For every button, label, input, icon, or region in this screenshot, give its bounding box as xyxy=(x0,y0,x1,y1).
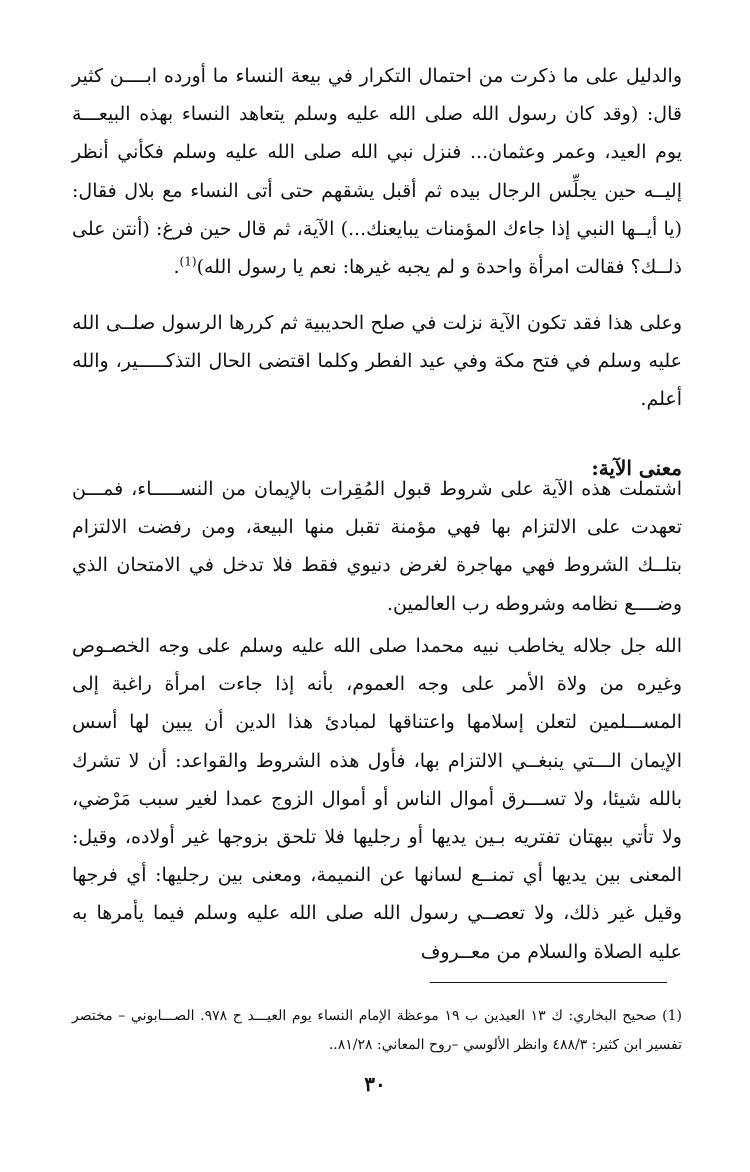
paragraph-hudaybiyyah: وعلى هذا فقد تكون الآية نزلت في صلح الحديبية ثم كررها الرسول صلــى الله عليه وسلم في فتح مكة وفي عيد الفطر وكلما اقتضى الحال التذكـــــير، والله أعلم. xyxy=(72,312,682,411)
paragraph-evidence-end: . xyxy=(173,256,180,279)
paragraph-evidence xyxy=(72,57,682,286)
page-number: ٣٠ xyxy=(364,1072,386,1096)
paragraph-conditions: اشتملت هذه الآية على شروط قبول المُقِرات بالإيمان من النســـــاء، فمـــن تعهدت على الالتزام بها فهي مؤمنة تقبل منها البيعة، ومن رفضت الالتزام بتلــك الشروط فهي مهاجرة لغرض دنيوي فقط فلا تدخل في الامتحان الذي وضــــع نظامه وشروطه رب العالمين. xyxy=(72,478,682,615)
footnote: (1) صحيح البخاري: ك ١٣ العيدين ب ١٩ موعظة الإمام النساء يوم العيـــد ح ٩٧٨. الصـــابوني – مختصر تفسير ابن كثير: ٤٨٨/٣ وانظر الألوسي –روح المعاني: ٨١/٢٨.. xyxy=(72,1008,682,1053)
paragraph-evidence-text: والدليل على ما ذكرت من احتمال التكرار في بيعة النساء ما أورده ابــــن كثير قال: (وقد كان رسول الله صلى الله عليه وسلم يتعاهد النساء بهذه البيعـــة يوم العيد، وعمر وعثمان... فنزل نبي الله صلى الله عليه وسلم فكأني أنظر إليــه حين يجلِّس الرجال بيده ثم أقبل يشقهم حتى أتى النساء مع بلال فقال: (يا أيــها النبي إذا جاءك المؤمنات يبايعنك...) الآية، ثم قال حين فرغ: (أنتن على ذلــك؟ فقالت امرأة واحدة و لم يجبه غيرها: نعم يا رسول الله) xyxy=(72,65,682,279)
footnote-reference: (1) xyxy=(179,254,197,269)
footnote-divider xyxy=(430,982,667,983)
paragraph-address: الله جل جلاله يخاطب نبيه محمدا صلى الله عليه وسلم على وجه الخصـوص وغيره من ولاة الأمر على وجه العموم، بأنه إذا جاءت امرأة راغبة إلى المســـلمين لتعلن إسلامها واعتناقها لمبادئ هذا الدين أن يبين لها أسس الإيمان الـــتي ينبغــي الالتزام بها، فأول هذه الشروط والقواعد: أن لا تشرك بالله شيئا، ولا تســـرق أموال الناس أو أموال الزوج عمدا لغير سبب مَرْضي، ولا تأتي ببهتان تفتريه بـين يديها أو رجليها فلا تلحق بزوجها غير أولاده، وقيل: المعنى بين يديها أي تمنــع لسانها عن النميمة، ومعنى بين رجليها: أي فرجها وقيل غير ذلك، ولا تعصــي رسول الله صلى الله عليه وسلم فيما يأمرها به عليه الصلاة والسلام من معــروف xyxy=(72,635,682,963)
section-heading: معنى الآية: xyxy=(591,456,682,480)
